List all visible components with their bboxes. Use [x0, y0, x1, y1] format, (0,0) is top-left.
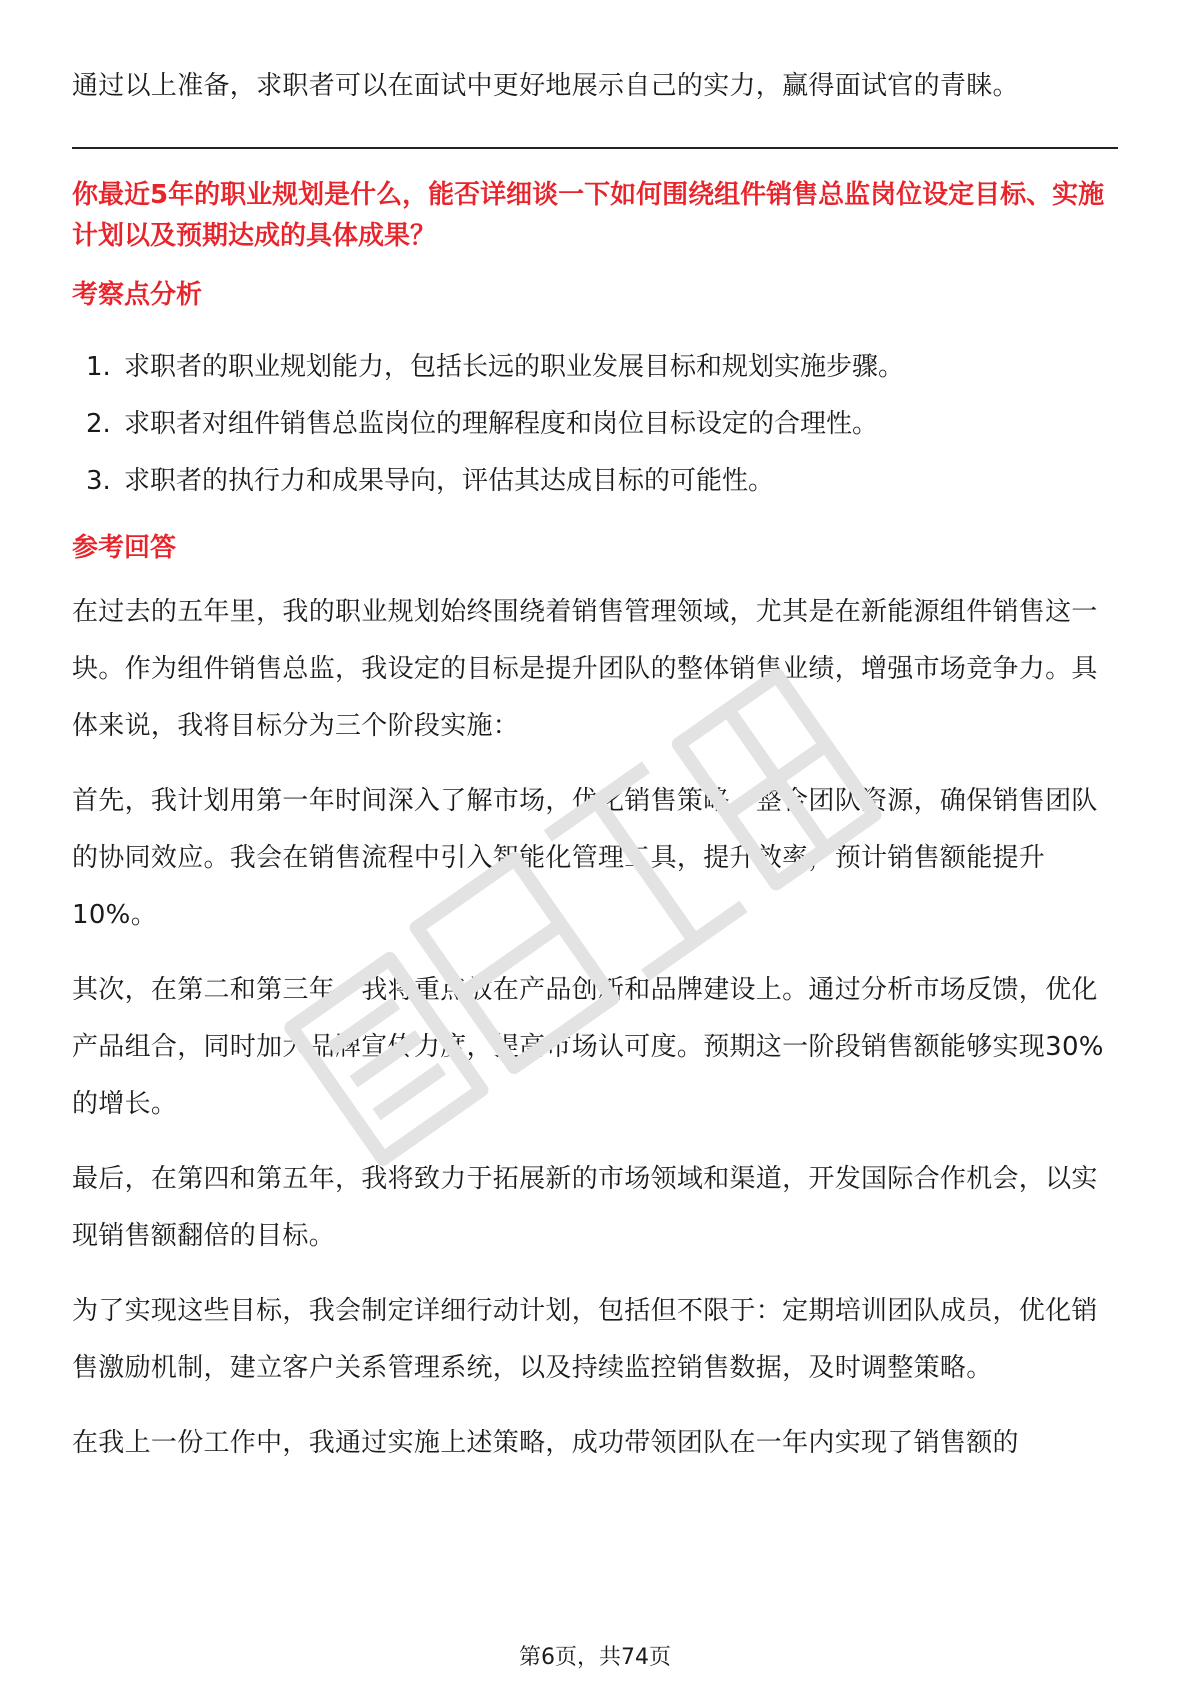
- analysis-points-list: [72, 339, 1118, 510]
- list-item-number: 1.: [86, 352, 111, 382]
- answer-paragraph: 为了实现这些目标，我会制定详细行动计划，包括但不限于：定期培训团队成员，优化销售激励机制，建立客户关系管理系统，以及持续监控销售数据，及时调整策略。: [72, 1296, 1098, 1383]
- list-item-text: 求职者对组件销售总监岗位的理解程度和岗位目标设定的合理性。: [124, 409, 879, 439]
- section-divider: [72, 147, 1118, 149]
- page-footer: 第6页，共74页: [519, 1645, 671, 1670]
- list-item-number: 3.: [86, 466, 111, 496]
- question-title: 你最近5年的职业规划是什么，能否详细谈一下如何围绕组件销售总监岗位设定目标、实施计划以及预期达成的具体成果？: [72, 180, 1105, 251]
- list-item: [72, 339, 1118, 396]
- list-item-text: 求职者的职业规划能力，包括长远的职业发展目标和规划实施步骤。: [124, 352, 905, 382]
- answer-paragraph: 首先，我计划用第一年时间深入了解市场，优化销售策略，整合团队资源，确保销售团队的协同效应。我会在销售流程中引入智能化管理工具，提升效率，预计销售额能提升10%。: [72, 786, 1098, 930]
- analysis-heading: 考察点分析: [72, 280, 203, 310]
- answer-heading: 参考回答: [72, 533, 177, 563]
- list-item: [72, 453, 1118, 510]
- answer-paragraph: 在过去的五年里，我的职业规划始终围绕着销售管理领域，尤其是在新能源组件销售这一块。作为组件销售总监，我设定的目标是提升团队的整体销售业绩，增强市场竞争力。具体来说，我将目标分为三个阶段实施：: [72, 597, 1098, 741]
- list-item: [72, 396, 1118, 453]
- list-item-text: 求职者的执行力和成果导向，评估其达成目标的可能性。: [124, 466, 775, 496]
- list-item-number: 2.: [86, 409, 111, 439]
- answer-paragraph: 在我上一份工作中，我通过实施上述策略，成功带领团队在一年内实现了销售额的: [72, 1428, 1019, 1458]
- intro-paragraph: 通过以上准备，求职者可以在面试中更好地展示自己的实力，赢得面试官的青睐。: [72, 71, 1019, 101]
- answer-paragraph: 最后，在第四和第五年，我将致力于拓展新的市场领域和渠道，开发国际合作机会，以实现销售额翻倍的目标。: [72, 1164, 1098, 1251]
- answer-paragraph: 其次，在第二和第三年，我将重点放在产品创新和品牌建设上。通过分析市场反馈，优化产品组合，同时加大品牌宣传力度，提高市场认可度。预期这一阶段销售额能够实现30%的增长。: [72, 975, 1104, 1119]
- page-content: [72, 58, 1118, 1490]
